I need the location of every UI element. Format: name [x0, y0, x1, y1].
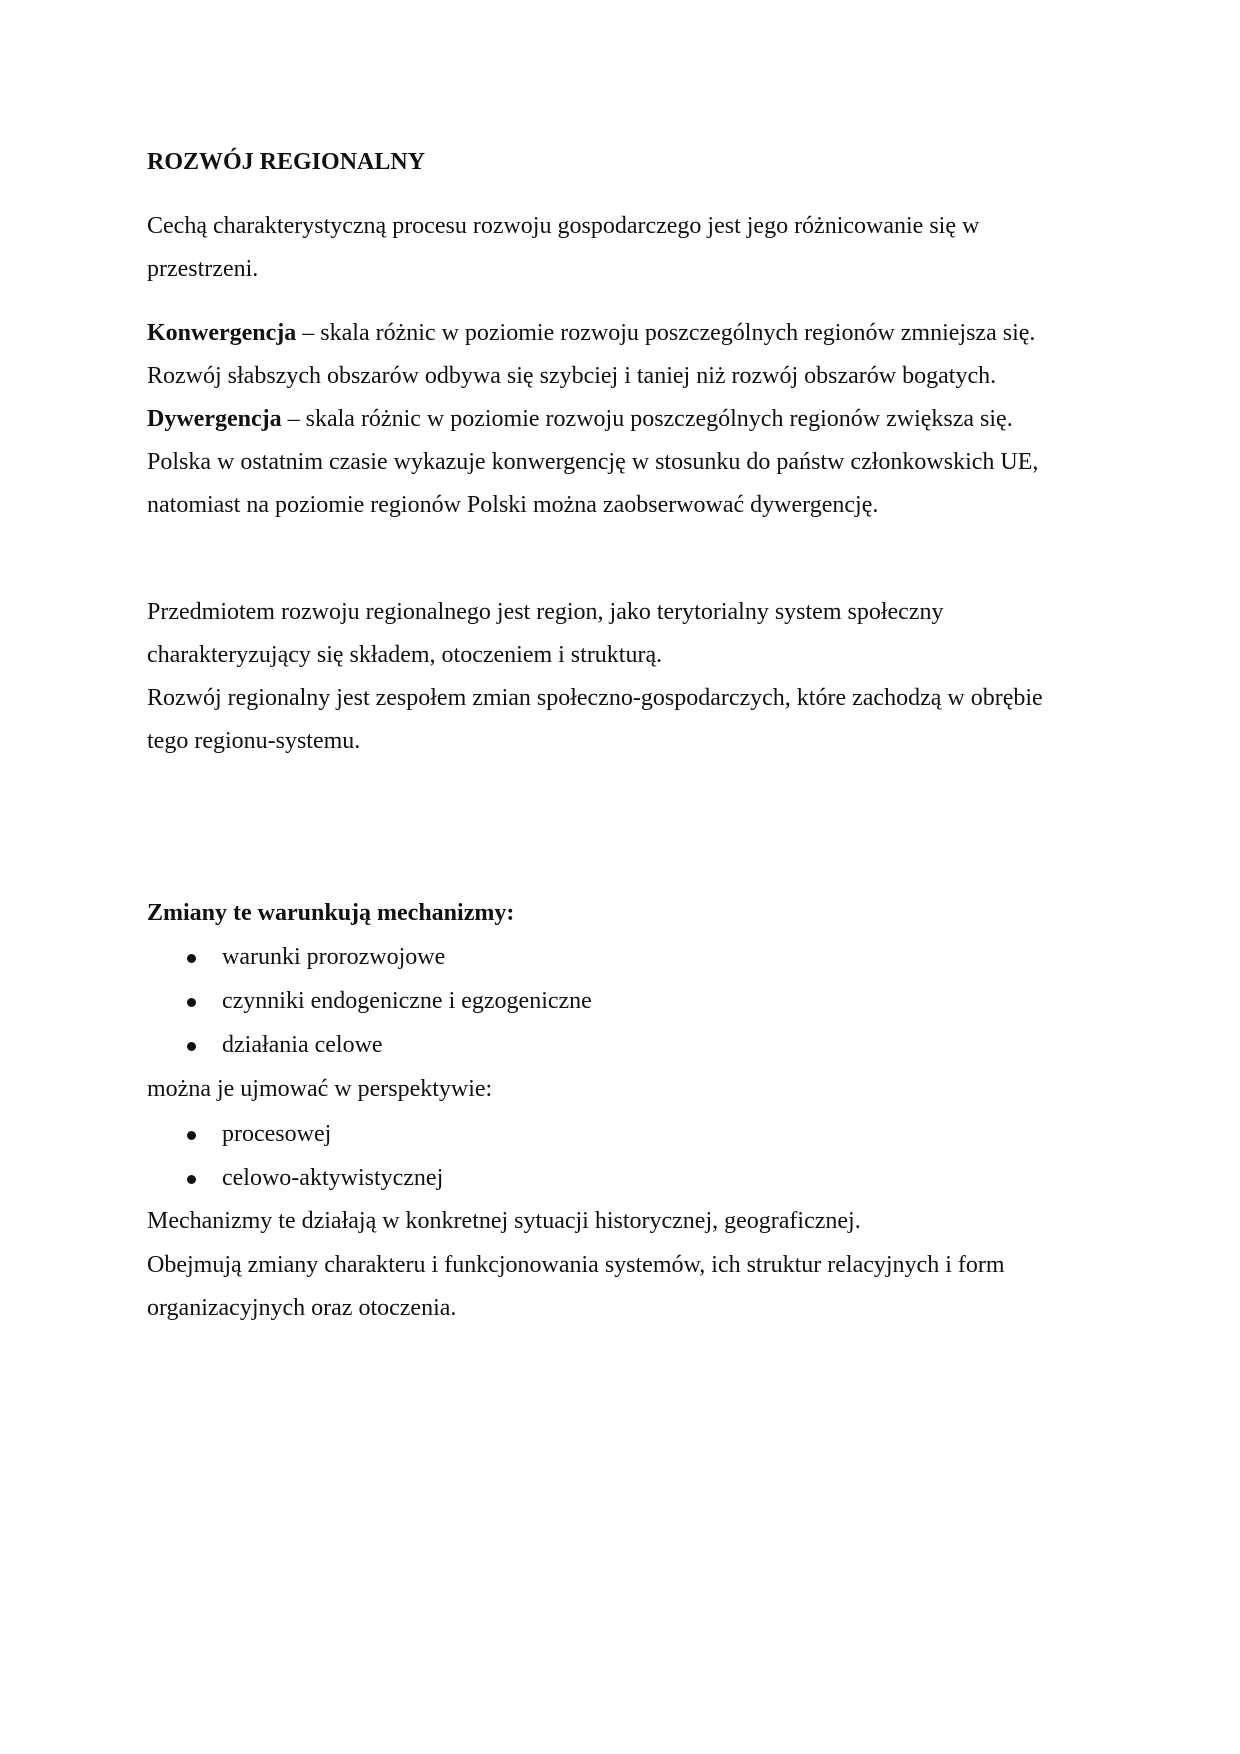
dywergencja-term: Dywergencja [147, 406, 282, 432]
konwergencja-def-line-2: Rozwój słabszych obszarów odbywa się szybciej i taniej niż rozwój obszarów bogatych. [147, 363, 997, 389]
dywergencja-definition [147, 404, 1013, 434]
page-title: ROZWÓJ REGIONALNY [147, 149, 426, 175]
perspective-item: procesowej [222, 1121, 332, 1147]
konwergencja-term: Konwergencja [147, 320, 297, 346]
bullet-icon [187, 1175, 196, 1184]
region-line-4: tego regionu-systemu. [147, 728, 361, 754]
konwergencja-definition [147, 318, 1035, 348]
closing-line-1: Mechanizmy te działają w konkretnej sytuacji historycznej, geograficznej. [147, 1208, 861, 1234]
poland-line-1: Polska w ostatnim czasie wykazuje konwergencję w stosunku do państw członkowskich UE, [147, 449, 1039, 475]
bullet-icon [187, 998, 196, 1007]
intro-line-2: przestrzeni. [147, 256, 259, 282]
region-line-3: Rozwój regionalny jest zespołem zmian społeczno-gospodarczych, które zachodzą w obrębie [147, 685, 1043, 711]
intro-line-1: Cechą charakterystyczną procesu rozwoju gospodarczego jest jego różnicowanie się w [147, 213, 980, 239]
mechanism-item: warunki prorozwojowe [222, 944, 446, 970]
closing-line-3: organizacyjnych oraz otoczenia. [147, 1295, 457, 1321]
mechanisms-heading: Zmiany te warunkują mechanizmy: [147, 900, 515, 926]
poland-line-2: natomiast na poziomie regionów Polski można zaobserwować dywergencję. [147, 492, 879, 518]
konwergencja-def-line-1: – skala różnic w poziomie rozwoju poszczególnych regionów zmniejsza się. [296, 320, 1036, 346]
region-line-1: Przedmiotem rozwoju regionalnego jest region, jako terytorialny system społeczny [147, 599, 944, 625]
perspective-item: celowo-aktywistycznej [222, 1165, 444, 1191]
closing-line-2: Obejmują zmiany charakteru i funkcjonowania systemów, ich struktur relacyjnych i form [147, 1252, 1005, 1278]
dywergencja-def-line-1: – skala różnic w poziomie rozwoju poszczególnych regionów zwiększa się. [281, 406, 1013, 432]
mechanism-item: czynniki endogeniczne i egzogeniczne [222, 988, 592, 1014]
bullet-icon [187, 954, 196, 963]
mechanism-item: działania celowe [222, 1032, 383, 1058]
bullet-icon [187, 1042, 196, 1051]
perspective-intro: można je ujmować w perspektywie: [147, 1076, 493, 1102]
region-line-2: charakteryzujący się składem, otoczeniem i strukturą. [147, 642, 663, 668]
bullet-icon [187, 1131, 196, 1140]
